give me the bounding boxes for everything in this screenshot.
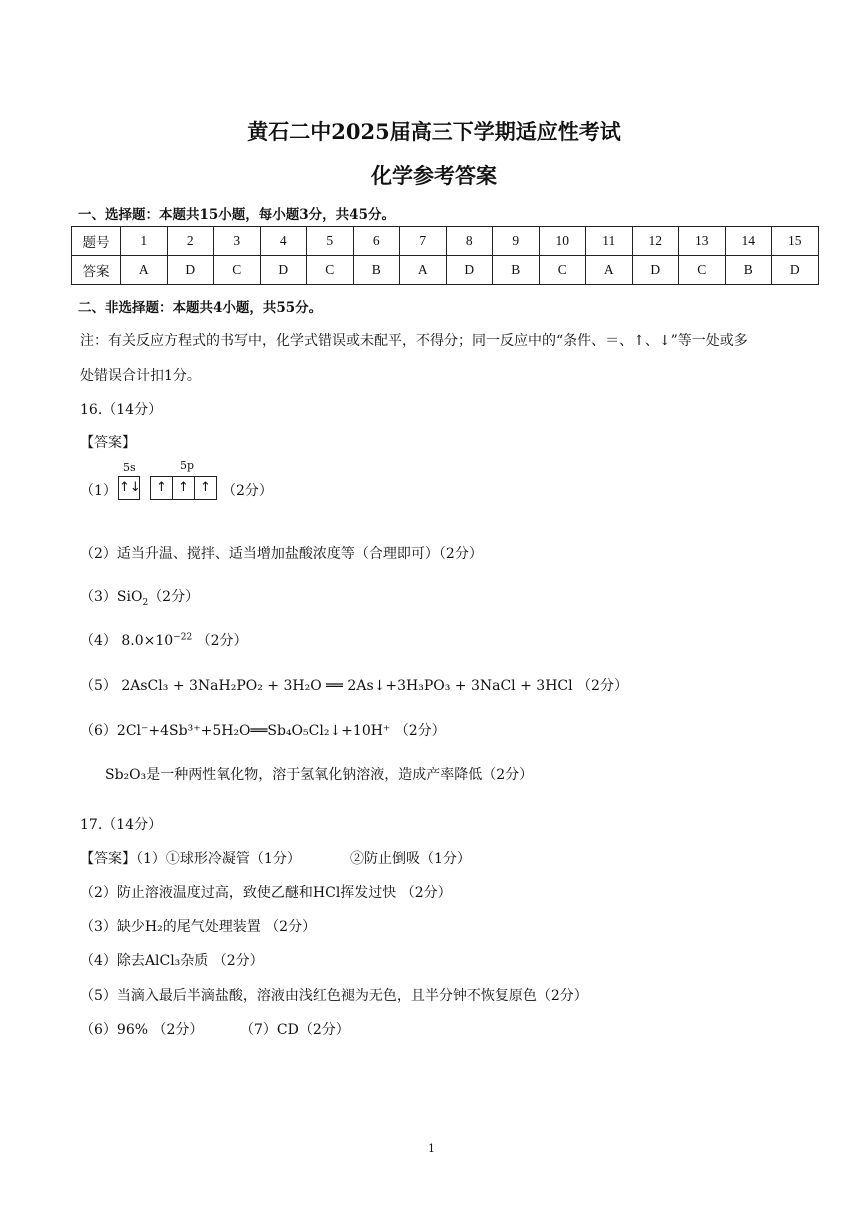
q17-p2: （2）防止溶液温度过高，致使乙醚和HCl挥发过快 （2分）	[80, 885, 452, 901]
q17-p3: （3）缺少H₂的尾气处理装置 （2分）	[80, 919, 317, 935]
table-row-answers	[72, 256, 819, 285]
orbital-5p-label: 5p	[180, 459, 195, 472]
document-title: 黄石二中2025届高三下学期适应性考试	[247, 119, 621, 144]
orbital-5p-arrow-1: ↑	[151, 477, 173, 499]
table-cell-number: 11	[586, 227, 633, 256]
q16-p6	[80, 720, 446, 740]
q16-p5-label: （5）	[80, 678, 122, 694]
q16-p6-equation: 2Cl⁻+4Sb³⁺+5H₂O══Sb₄O₅Cl₂↓+10H⁺	[116, 723, 391, 739]
table-cell-number: 1	[121, 227, 168, 256]
table-cell-number: 2	[167, 227, 214, 256]
table-cell-number: 13	[679, 227, 726, 256]
q16-p3-label: （3）SiO	[80, 589, 143, 605]
table-cell-number: 5	[307, 227, 354, 256]
table-cell-answer: A	[586, 256, 633, 285]
q16-p3	[80, 586, 199, 608]
table-cell-number: 4	[260, 227, 307, 256]
q17-p1a: 【答案】（1）①球形冷凝管（1分）	[80, 851, 301, 867]
table-cell-number: 12	[632, 227, 679, 256]
q16-header: 16.（14分）	[80, 402, 163, 418]
table-cell-answer: A	[400, 256, 447, 285]
q16-p4-label: （4） 8.0×10	[80, 633, 174, 649]
q17-p5: （5）当滴入最后半滴盐酸，溶液由浅红色褪为无色，且半分钟不恢复原色（2分）	[80, 988, 588, 1004]
orbital-5s-arrows: ↑↓	[119, 480, 141, 495]
table-cell-answer: C	[307, 256, 354, 285]
table-cell-answer: D	[446, 256, 493, 285]
q16-p4-sup: −22	[173, 632, 193, 643]
q16-p6-explanation: Sb₂O₃是一种两性氧化物，溶于氢氧化钠溶液，造成产率降低（2分）	[105, 767, 534, 783]
table-cell-answer: B	[353, 256, 400, 285]
table-cell-answer: B	[725, 256, 772, 285]
table-cell-answer: D	[260, 256, 307, 285]
table-cell-answer: C	[679, 256, 726, 285]
note-line-2: 处错误合计扣1分。	[80, 368, 201, 384]
table-cell-answer: D	[167, 256, 214, 285]
table-cell-number: 6	[353, 227, 400, 256]
table-cell-answer: A	[121, 256, 168, 285]
table-cell-answer: C	[214, 256, 261, 285]
table-row-numbers	[72, 227, 819, 256]
document-subtitle: 化学参考答案	[371, 163, 497, 188]
table-cell-number: 8	[446, 227, 493, 256]
orbital-5p-arrow-3: ↑	[200, 480, 211, 495]
table-cell-number: 14	[725, 227, 772, 256]
q16-p1-score: （2分）	[222, 483, 273, 499]
q16-p5-equation: 2AsCl₃ + 3NaH₂PO₂ + 3H₂O ══ 2As↓+3H₃PO₃ + 3NaCl + 3HCl	[121, 678, 573, 694]
table-cell-number: 10	[539, 227, 586, 256]
q16-p3-sub: 2	[142, 597, 149, 608]
q17-header: 17.（14分）	[80, 817, 163, 833]
q16-p1-label: （1）	[80, 483, 117, 499]
page-number: 1	[428, 1142, 435, 1155]
orbital-5p-box	[150, 476, 217, 500]
table-cell-answer: C	[539, 256, 586, 285]
q16-p5-score: （2分）	[572, 678, 628, 694]
table-cell-answer: B	[493, 256, 540, 285]
q16-p6-label: （6）	[80, 723, 117, 739]
orbital-5p-arrow-2: ↑	[173, 477, 195, 499]
q16-p5	[80, 675, 628, 695]
q16-p4	[80, 630, 248, 650]
q16-answer-label: 【答案】	[80, 435, 136, 451]
orbital-5s-box	[118, 476, 140, 500]
q16-p3-score: （2分）	[148, 589, 200, 605]
q17-p6a: （6）96% （2分）	[80, 1022, 204, 1038]
orbital-5s-label: 5s	[123, 461, 136, 474]
table-cell-number: 3	[214, 227, 261, 256]
q17-p6b: （7）CD（2分）	[240, 1022, 350, 1038]
answer-table	[71, 226, 819, 285]
q16-p2: （2）适当升温、搅拌、适当增加盐酸浓度等（合理即可）（2分）	[80, 546, 483, 562]
table-header-answer: 答案	[72, 256, 121, 285]
q16-p4-score: （2分）	[192, 633, 248, 649]
table-cell-number: 9	[493, 227, 540, 256]
q16-p6-score: （2分）	[390, 723, 446, 739]
section-1-heading: 一、选择题：本题共15小题，每小题3分，共45分。	[78, 207, 395, 223]
table-cell-answer: D	[632, 256, 679, 285]
section-2-heading: 二、非选择题：本题共4小题，共55分。	[78, 300, 323, 316]
table-header-number: 题号	[72, 227, 121, 256]
q17-p4: （4）除去AlCl₃杂质 （2分）	[80, 953, 264, 969]
table-cell-number: 7	[400, 227, 447, 256]
table-cell-answer: D	[772, 256, 819, 285]
note-line-1: 注：有关反应方程式的书写中，化学式错误或未配平，不得分；同一反应中的“条件、＝、↑、↓”等一处或多	[80, 333, 748, 349]
q17-p1b: ②防止倒吸（1分）	[350, 851, 471, 867]
table-cell-number: 15	[772, 227, 819, 256]
